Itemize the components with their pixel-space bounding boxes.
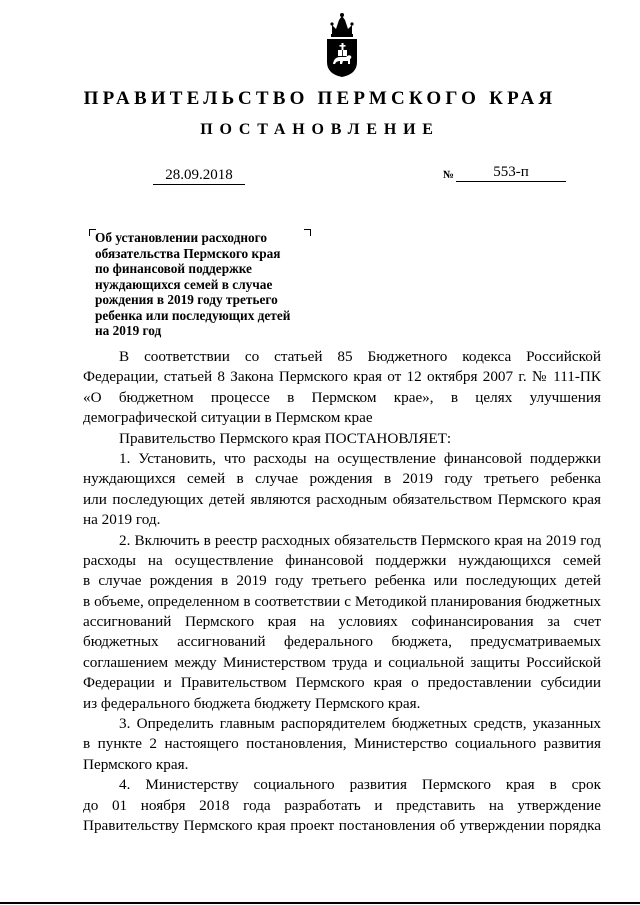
subject-line: ребенка или последующих детей <box>95 307 291 323</box>
body-line: Федерации и Правительством Пермского края о предоставлении субсидии <box>83 674 601 692</box>
document-body <box>83 347 601 836</box>
subject-line: рождения в 2019 году третьего <box>95 292 278 307</box>
body-line: расходы на осуществление финансовой поддержки нуждающихся семей <box>83 551 601 569</box>
subject-line: Об установлении расходного <box>95 230 268 245</box>
body-line: В соответствии со статьей 85 Бюджетного кодекса Российской <box>119 348 601 365</box>
subject-line: по финансовой поддержке <box>95 261 252 276</box>
body-line: до 01 ноября 2018 года разработать и представить на утверждение <box>83 796 601 814</box>
document-number: 553-п <box>456 163 566 182</box>
body-line: бюджетных ассигнований федерального бюджета, предусматриваемых <box>83 633 601 651</box>
body-line: соглашением между Министерством труда и социальной защиты Российской <box>83 653 601 671</box>
body-line: или последующих детей являются расходным обязательством Пермского края <box>83 490 601 508</box>
body-line: «О бюджетном процессе в Пермском крае», в целях улучшения <box>83 388 601 406</box>
body-line: на 2019 год. <box>83 511 161 529</box>
body-line: нуждающихся семей в случае рождения в 2019 году третьего ребенка <box>83 470 601 488</box>
body-line: Правительство Пермского края ПОСТАНОВЛЯЕТ: <box>119 429 452 447</box>
body-line: демографической ситуации в Пермском крае <box>83 409 373 427</box>
subject-line: обязательства Пермского края <box>95 245 281 261</box>
subject-line: на 2019 год <box>95 323 162 338</box>
body-line: в объеме, определенном в соответствии с Методикой планирования бюджетных <box>83 592 601 610</box>
coat-of-arms-icon <box>324 12 360 78</box>
body-line: в случае рождения в 2019 году третьего ребенка или последующих детей <box>83 572 601 590</box>
body-line: 1. Установить, что расходы на осуществление финансовой поддержки <box>119 449 601 467</box>
organization-title: ПРАВИТЕЛЬСТВО ПЕРМСКОГО КРАЯ <box>83 88 557 109</box>
body-line: 2. Включить в реестр расходных обязательств Пермского края на 2019 год <box>119 531 601 549</box>
document-date: 28.09.2018 <box>153 166 245 185</box>
body-line: 3. Определить главным распорядителем бюджетных средств, указанных <box>119 715 601 733</box>
document-subject <box>95 230 310 339</box>
body-line: Федерации, статьей 8 Закона Пермского края от 12 октября 2007 г. № 111-ПК <box>83 368 601 386</box>
body-line: из федерального бюджета бюджету Пермского края. <box>83 694 421 712</box>
number-sign: № <box>443 169 455 181</box>
body-line: ассигнований Пермского края на условиях софинансирования за счет <box>83 613 601 631</box>
body-line: в пункте 2 настоящего постановления, Министерство социального развития <box>83 735 601 753</box>
document-type: ПОСТАНОВЛЕНИЕ <box>200 121 440 138</box>
subject-line: нуждающихся семей в случае <box>95 276 273 292</box>
body-line: Правительству Пермского края проект постановления об утверждении порядка <box>83 816 601 834</box>
body-line: 4. Министерству социального развития Пермского края в срок <box>119 776 601 794</box>
body-line: Пермского края. <box>83 755 189 773</box>
page-bottom-rule <box>0 902 640 904</box>
